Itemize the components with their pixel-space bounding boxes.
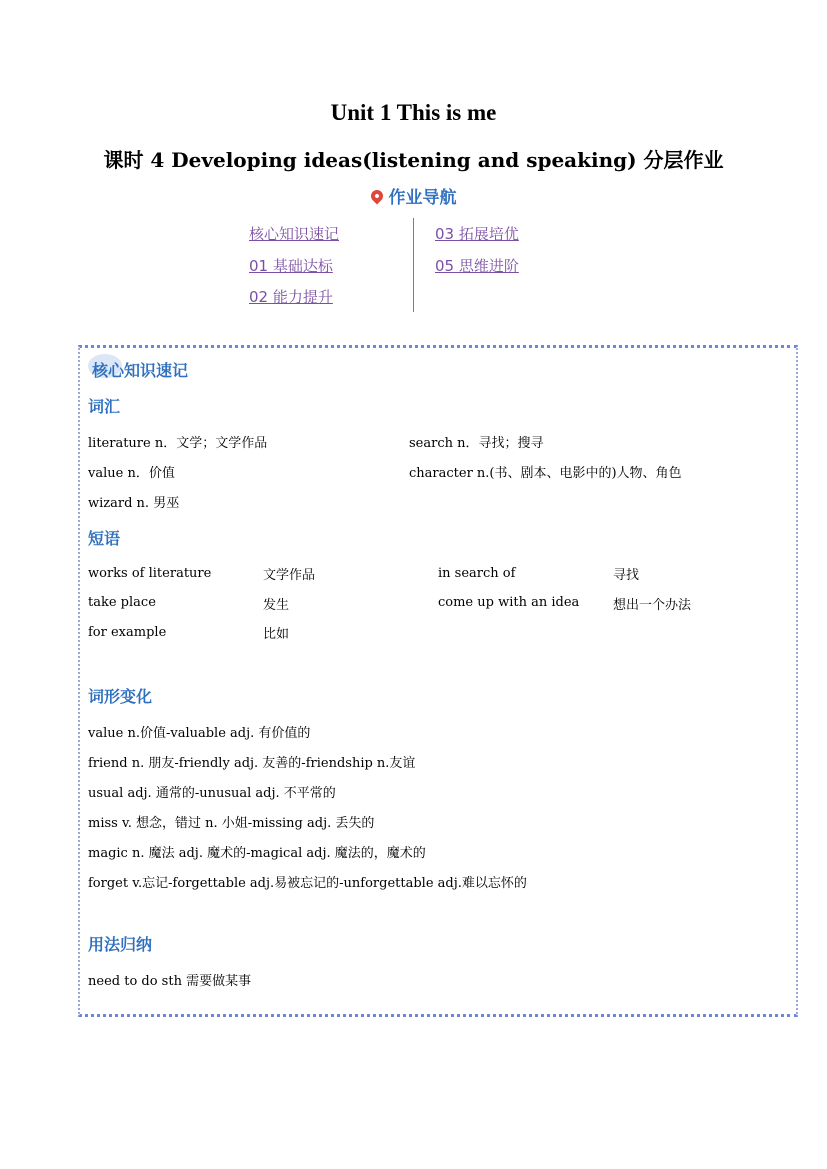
usage-item: need to do sth 需要做某事 xyxy=(88,974,252,989)
phrase-zh: 发生 xyxy=(263,598,290,613)
wordforms-heading: 词形变化 xyxy=(88,687,153,706)
page-subtitle: 课时 4 Developing ideas(listening and speaking) 分层作业 xyxy=(103,148,724,172)
wordform-item: miss v. 想念，错过 n. 小姐-missing adj. 丢失的 xyxy=(88,816,375,831)
nav-heading-label: 作业导航 xyxy=(388,188,457,208)
vocab-item: value n．价值 xyxy=(88,466,175,481)
phrase-en: in search of xyxy=(438,566,516,581)
nav-link-05[interactable]: 05 思维进阶 xyxy=(435,257,519,275)
usage-heading: 用法归纳 xyxy=(88,935,153,954)
wordform-item: forget v.忘记-forgettable adj.易被忘记的-unforgettable adj.难以忘怀的 xyxy=(88,876,527,891)
nav-link-02[interactable]: 02 能力提升 xyxy=(249,288,333,306)
vocab-item: wizard n. 男巫 xyxy=(88,496,180,511)
page-title: Unit 1 This is me xyxy=(330,100,497,125)
phrase-zh: 寻找 xyxy=(613,568,640,583)
vocab-item: character n.(书、剧本、电影中的)人物、角色 xyxy=(409,466,682,481)
location-pin-icon xyxy=(368,188,385,205)
wordform-item: usual adj. 通常的-unusual adj. 不平常的 xyxy=(88,786,336,801)
phrase-en: for example xyxy=(88,625,167,640)
nav-link-core-knowledge[interactable]: 核心知识速记 xyxy=(249,225,340,243)
phrase-en: works of literature xyxy=(88,566,212,581)
phrase-en: take place xyxy=(88,595,156,610)
phrase-zh: 想出一个办法 xyxy=(613,598,692,613)
vocab-item: search n．寻找；搜寻 xyxy=(409,436,544,451)
wordform-item: friend n. 朋友-friendly adj. 友善的-friendship n.友谊 xyxy=(88,756,416,771)
phrase-zh: 文学作品 xyxy=(263,568,316,583)
vocab-item: literature n．文学；文学作品 xyxy=(88,436,268,451)
nav-heading xyxy=(0,183,827,208)
phrases-heading: 短语 xyxy=(88,529,121,548)
phrase-en: come up with an idea xyxy=(438,595,580,610)
nav-link-01[interactable]: 01 基础达标 xyxy=(249,257,333,275)
nav-divider xyxy=(413,218,414,312)
phrase-zh: 比如 xyxy=(263,627,290,642)
vocab-heading: 词汇 xyxy=(88,397,121,416)
wordform-item: magic n. 魔法 adj. 魔术的-magical adj. 魔法的，魔术的 xyxy=(88,846,426,861)
nav-link-03[interactable]: 03 拓展培优 xyxy=(435,225,519,243)
wordform-item: value n.价值-valuable adj. 有价值的 xyxy=(88,726,311,741)
section-title: 核心知识速记 xyxy=(92,361,189,380)
